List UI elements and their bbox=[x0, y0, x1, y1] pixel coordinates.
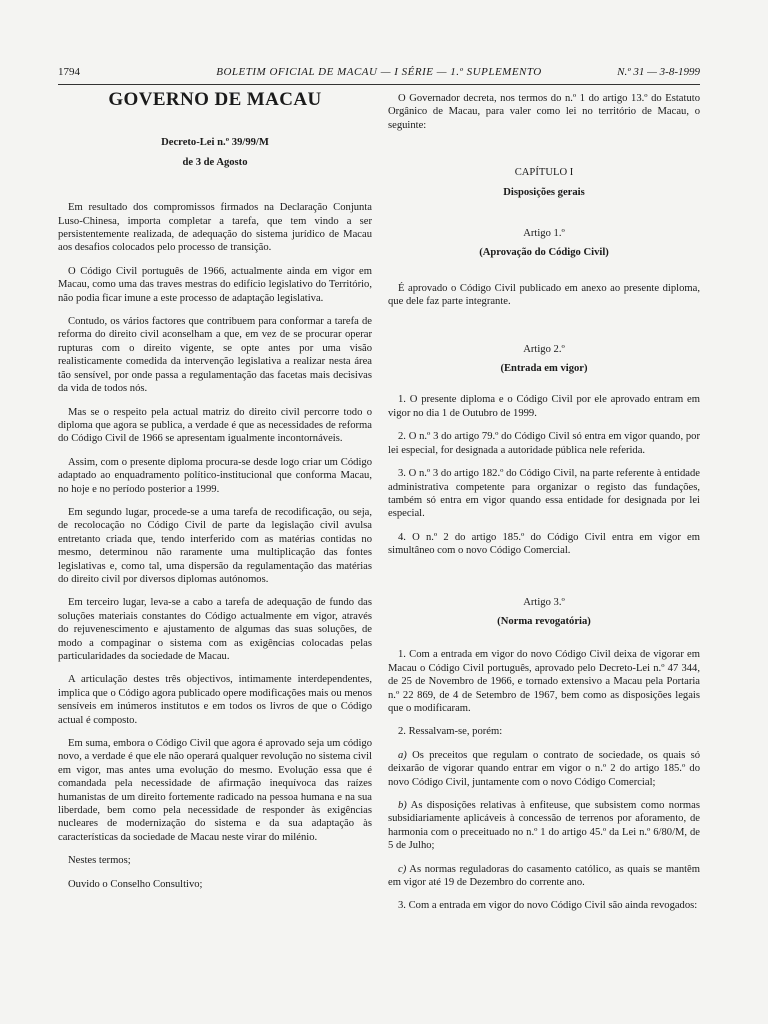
article-text: É aprovado o Código Civil publicado em anexo ao presente diploma, que dele faz parte integrante. bbox=[388, 282, 700, 308]
preamble-paragraph: Em terceiro lugar, leva-se a cabo a tarefa de adequação de fundo das soluções materiais constantes do Código actualmente em vigor, através do rejuvenescimento e ajustamento de algumas das suas soluções, de modo a compaginar o sistema com as exigências colocadas pelas particularidades da sociedade de Macau. bbox=[58, 597, 372, 662]
article-heading: Artigo 3.º bbox=[523, 596, 565, 608]
chapter-title: Disposições gerais bbox=[503, 186, 585, 198]
preamble-paragraph: Ouvido o Conselho Consultivo; bbox=[68, 878, 203, 890]
article-item: 3. Com a entrada em vigor do novo Código Civil são ainda revogados: bbox=[398, 900, 698, 912]
article-subitem: a) Os preceitos que regulam o contrato de sociedade, os quais só deixarão de vigorar quando entrar em vigor o n.º 2 do artigo 185.º do novo Código Civil, juntamente com o novo Código Comercial; bbox=[388, 749, 700, 788]
preamble-paragraph: Em segundo lugar, procede-se a uma tarefa de recodificação, ou seja, de recolocação no Código Civil de parte da legislação civil avulsa entretanto criada que, tendo interferido com as matérias contidas no mesmo, determinou não raramente uma multiplicação das fontes legislativas e, como tal, uma dispersão da regulamentação das matérias do direito civil por diversos diplomas autónomos. bbox=[58, 506, 372, 585]
government-heading: GOVERNO DE MACAU bbox=[108, 89, 322, 110]
chapter-heading: CAPÍTULO I bbox=[514, 167, 574, 179]
preamble-paragraph: Nestes termos; bbox=[68, 855, 131, 867]
bulletin-title: BOLETIM OFICIAL DE MACAU — I SÉRIE — 1.º SUPLEMENTO bbox=[216, 66, 542, 78]
preamble-paragraph: O Código Civil português de 1966, actualmente ainda em vigor em Macau, como uma das traves mestras do edifício legislativo do Território, não podia ficar imune a este processo de adaptação legislativa. bbox=[58, 265, 372, 304]
preamble-paragraph: Em resultado dos compromissos firmados na Declaração Conjunta Luso-Chinesa, importa completar a tarefa, que tem vindo a ser persistentemente realizada, de adequação do sistema jurídico de Macau aos desafios colocados pelo processo de transição. bbox=[58, 202, 372, 254]
article-heading: Artigo 1.º bbox=[523, 228, 565, 240]
subitem-letter: c) bbox=[398, 863, 407, 875]
article-heading: Artigo 2.º bbox=[523, 343, 565, 355]
subitem-letter: b) bbox=[398, 800, 407, 811]
article-subitem: c) As normas reguladoras do casamento católico, as quais se mantêm em vigor até 19 de Dezembro do corrente ano. bbox=[388, 863, 700, 889]
article-item: 3. O n.º 3 do artigo 182.º do Código Civil, na parte referente à entidade administrativa competente para organizar o registo das fundações, também só entra em vigor quando essa entidade for designada por lei especial. bbox=[388, 468, 700, 520]
header-rule bbox=[58, 84, 700, 85]
decree-date: de 3 de Agosto bbox=[182, 156, 248, 168]
right-column bbox=[388, 92, 700, 923]
issue-number: N.º 31 — 3-8-1999 bbox=[617, 66, 700, 78]
article-item: 1. Com a entrada em vigor do novo Código Civil deixa de vigorar em Macau o Código Civil português, aprovado pelo Decreto-Lei n.º 47 344, de 25 de Novembro de 1966, e tornado extensivo a Macau pela Portaria n.º 22 869, de 4 de Setembro de 1967, bem como as disposições legais que o modificaram. bbox=[388, 649, 700, 714]
article-item: 1. O presente diploma e o Código Civil por ele aprovado entram em vigor no dia 1 de Outubro de 1999. bbox=[388, 394, 700, 419]
preamble-paragraph: Contudo, os vários factores que contribuem para conformar a tarefa de reforma do direito civil aconselham a que, em vez de se procurar operar rupturas com o direito vigente, se opte antes por uma visão realisticamente comedida da intervenção legislativa a realizar nesta área tão sensível, por onde passa a regulamentação das facetas mais decisivas da vida de todos nós. bbox=[58, 316, 372, 395]
enacting-clause: O Governador decreta, nos termos do n.º 1 do artigo 13.º do Estatuto Orgânico de Macau, para valer como lei no território de Macau, o seguinte: bbox=[388, 93, 700, 131]
article-title: (Entrada em vigor) bbox=[500, 363, 588, 375]
article-item: 4. O n.º 2 do artigo 185.º do Código Civil entra em vigor em simultâneo com o novo Código Comercial. bbox=[388, 531, 700, 557]
preamble-paragraph: A articulação destes três objectivos, intimamente interdependentes, implica que o Código agora publicado opere modificações mais ou menos sensíveis em inúmeros institutos e em todos os livros de que o Código actual é composto. bbox=[58, 674, 372, 726]
left-column bbox=[58, 89, 372, 901]
preamble-paragraph: Mas se o respeito pela actual matriz do direito civil percorre todo o diploma que agora se publica, a verdade é que as necessidades de reforma do Código Civil de 1966 se apresentam igualmente incontornáveis. bbox=[58, 406, 372, 445]
article-title: (Aprovação do Código Civil) bbox=[479, 247, 609, 259]
article-item: 2. O n.º 3 do artigo 79.º do Código Civil só entra em vigor quando, por lei especial, for designada a autoridade pública nele referida. bbox=[388, 431, 700, 456]
preamble-paragraph: Assim, com o presente diploma procura-se desde logo criar um Código adaptado ao enquadramento político-institucional que conforma Macau, no hoje e no período posterior a 1999. bbox=[58, 456, 372, 495]
preamble-paragraph: Em suma, embora o Código Civil que agora é aprovado seja um código novo, a verdade é que ele não operará qualquer revolução no sistema civil em vigor, mas antes uma evolução do mesmo. Evolução essa que é comandada pela necessidade de afirmação inequívoca das raízes humanistas de um direito fortemente radicado na pessoa humana e na sua liberdade, bem como pela necessidade de responder às exigências nucleares de modernização do sistema e da sua adaptação às características da sociedade de Macau neste virar do milénio. bbox=[58, 738, 372, 843]
decree-number: Decreto-Lei n.º 39/99/M bbox=[161, 137, 269, 149]
subitem-letter: a) bbox=[398, 749, 407, 761]
page-number: 1794 bbox=[58, 66, 80, 78]
article-subitem: b) As disposições relativas à enfiteuse, que subsistem como normas subsidiariamente aplicáveis à concessão de terrenos por aforamento, de harmonia com o preceituado no n.º 1 do artigo 45.º da Lei n.º 6/80/M, de 5 de Julho; bbox=[388, 800, 700, 852]
article-title: (Norma revogatória) bbox=[497, 615, 591, 627]
page-header bbox=[58, 66, 700, 82]
article-item: 2. Ressalvam-se, porém: bbox=[398, 726, 503, 738]
